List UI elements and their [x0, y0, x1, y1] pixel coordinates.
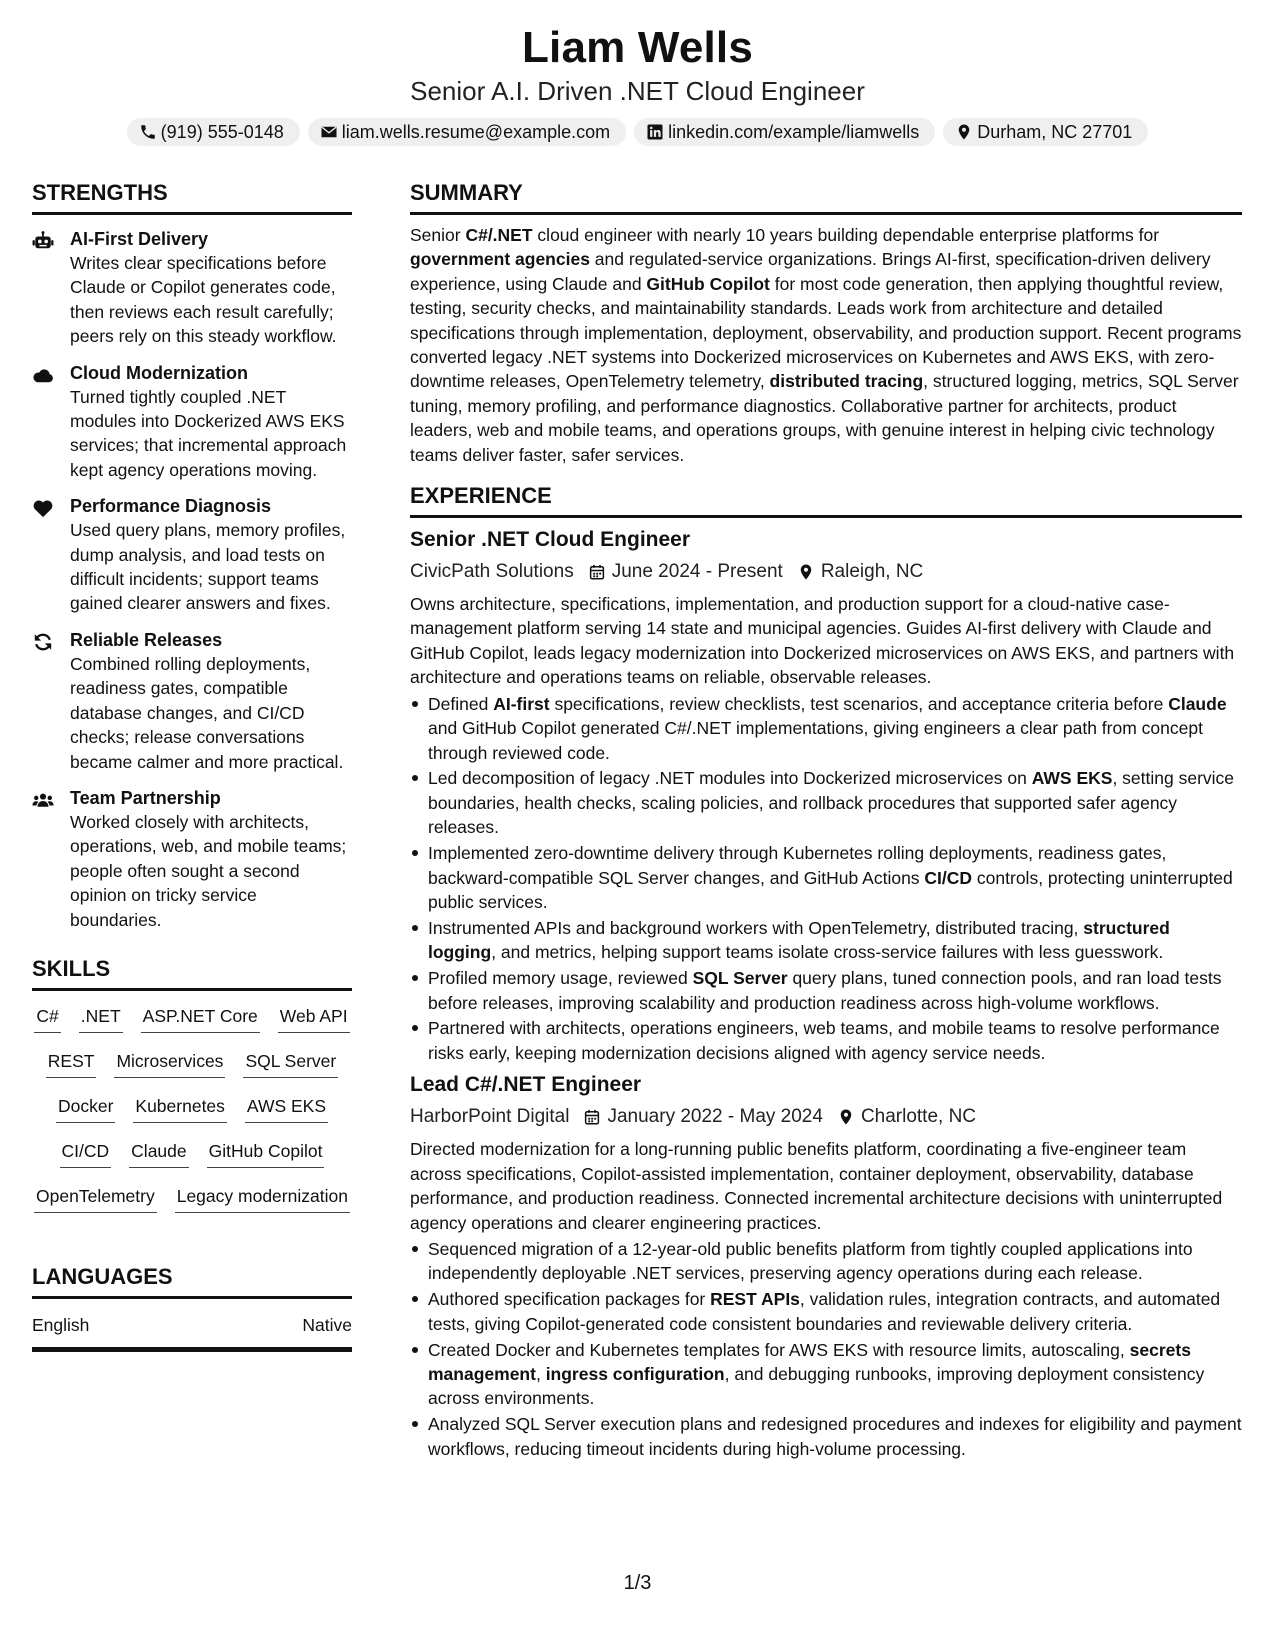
- job-bullet: Partnered with architects, operations engineers, web teams, and mobile teams to resolve performance risks early, keeping modernization decisions aligned with agency service needs.: [410, 1016, 1242, 1065]
- candidate-title: Senior A.I. Driven .NET Cloud Engineer: [410, 76, 865, 106]
- job-bullet: Analyzed SQL Server execution plans and redesigned procedures and indexes for eligibility and payment workflows, reducing timeout incidents during high-volume processing.: [410, 1412, 1242, 1461]
- strength-desc: Writes clear specifications before Claude or Copilot generates code, then reviews each result carefully; peers rely on this steady workflow.: [70, 253, 337, 347]
- job-bullets: [410, 1237, 1242, 1461]
- experience-heading: EXPERIENCE: [410, 481, 1242, 518]
- job-bullet: Led decomposition of legacy .NET modules into Dockerized microservices on AWS EKS, setting service boundaries, health checks, scaling policies, and rollback procedures that supported safer agency releases.: [410, 766, 1242, 839]
- skill-tag: CI/CD: [60, 1138, 112, 1168]
- summary-heading: SUMMARY: [410, 178, 1242, 215]
- job-location: Charlotte, NC: [860, 1106, 977, 1128]
- strength-title: Cloud Modernization: [70, 362, 248, 383]
- refresh-icon: [32, 632, 54, 652]
- job-bullet: Defined AI-first specifications, review checklists, test scenarios, and acceptance criteria before Claude and GitHub Copilot generated C#/.NET implementations, giving engineers a clear path from concept through reviewed code.: [410, 692, 1242, 765]
- strength-item: [32, 227, 352, 349]
- phone-icon: [139, 123, 157, 141]
- strength-title: Reliable Releases: [70, 629, 223, 650]
- job-company: HarborPoint Digital: [410, 1106, 570, 1128]
- strength-desc: Combined rolling deployments, readiness gates, compatible database changes, and CI/CD checks; release conversations became calmer and more practical.: [70, 653, 344, 772]
- cloud-icon: [32, 365, 54, 385]
- skills-heading: SKILLS: [32, 954, 352, 991]
- strength-item: [32, 786, 352, 932]
- job-bullet: Implemented zero-downtime delivery through Kubernetes rolling deployments, readiness gates, backward-compatible SQL Server changes, and GitHub Actions CI/CD controls, protecting uninterrupted public services.: [410, 841, 1242, 914]
- skill-tag: Docker: [56, 1093, 115, 1123]
- location-icon: [797, 562, 815, 582]
- resume-header: [0, 22, 1275, 146]
- skill-tag: AWS EKS: [245, 1093, 328, 1123]
- job-description: Owns architecture, specifications, implementation, and production support for a cloud-native case-management platform serving 14 state and municipal agencies. Guides AI-first delivery with Claude and GitHub Copilot, leads legacy modernization into Dockerized microservices on AWS EKS, and partners with architecture and operations teams on reliable, observable releases.: [410, 594, 1235, 688]
- contact-linkedin[interactable]: [634, 118, 935, 146]
- strength-item: [32, 628, 352, 774]
- job-bullet: Sequenced migration of a 12-year-old public benefits platform from tightly coupled applications into independently deployable .NET services, preserving agency operations during each release.: [410, 1237, 1242, 1286]
- strengths-heading: STRENGTHS: [32, 178, 352, 215]
- summary-text: Senior C#/.NET cloud engineer with nearly 10 years building dependable enterprise platforms for government agencies and regulated-service organizations. Brings AI-first, specification-driven delivery experience, using Claude and GitHub Copilot for most code generation, then applying thoughtful review, testing, security checks, and maintainability standards. Leads work from architecture and detailed specifications through implementation, deployment, observability, and production support. Recent programs converted legacy .NET systems into Dockerized microservices on Kubernetes and AWS EKS, with zero-downtime releases, OpenTelemetry telemetry, distributed tracing, structured logging, metrics, SQL Server tuning, memory profiling, and performance diagnostics. Collaborative partner for architects, product leaders, web and mobile teams, and operations groups, with genuine interest in helping civic technology teams deliver faster, safer services.: [410, 225, 1242, 465]
- job-bullet: Created Docker and Kubernetes templates for AWS EKS with resource limits, autoscaling, secrets management, ingress configuration, and debugging runbooks, improving deployment consistency across environments.: [410, 1338, 1242, 1411]
- strength-title: Performance Diagnosis: [70, 496, 272, 517]
- skill-tag: Web API: [278, 1003, 350, 1033]
- candidate-name: Liam Wells: [521, 23, 754, 72]
- left-column: [32, 178, 352, 1352]
- strength-title: AI-First Delivery: [70, 229, 209, 249]
- job-title: Lead C#/.NET Engineer: [410, 1073, 642, 1097]
- skill-tag: Kubernetes: [133, 1093, 227, 1123]
- skill-tag: REST: [46, 1048, 97, 1078]
- location-icon: [837, 1107, 855, 1127]
- skill-tag: GitHub Copilot: [207, 1138, 325, 1168]
- calendar-icon: [583, 1107, 601, 1127]
- strength-title: Team Partnership: [70, 787, 221, 808]
- language-level: Native: [302, 1314, 352, 1335]
- contact-location-text: Durham, NC 27701: [977, 122, 1133, 142]
- job-meta: [410, 558, 1242, 586]
- contact-phone[interactable]: [127, 118, 300, 146]
- job-bullet: Authored specification packages for REST APIs, validation rules, integration contracts, and automated tests, giving Copilot-generated code consistent boundaries and reviewable delivery criteria.: [410, 1287, 1242, 1336]
- linkedin-icon: [646, 123, 664, 141]
- job-dates: January 2022 - May 2024: [607, 1106, 823, 1128]
- strength-desc: Used query plans, memory profiles, dump analysis, and load tests on difficult incidents; support teams gained clearer answers and fixes.: [70, 520, 346, 614]
- language-name: English: [32, 1314, 90, 1335]
- skill-tag: ASP.NET Core: [141, 1003, 260, 1033]
- job-bullet: Profiled memory usage, reviewed SQL Server query plans, tuned connection pools, and ran load tests before releases, improving scalability and production readiness across high-volume workflows.: [410, 966, 1242, 1015]
- languages-heading: LANGUAGES: [32, 1262, 352, 1299]
- job-location: Raleigh, NC: [820, 561, 924, 583]
- job-description: Directed modernization for a long-running public benefits platform, coordinating a five-engineer team across specifications, Copilot-assisted implementation, container deployment, observability, database performance, and production readiness. Connected incremental architecture decisions with uninterrupted agency operations and clearer engineering practices.: [410, 1139, 1223, 1233]
- skill-tag: C#: [34, 1003, 60, 1033]
- job-entry: [410, 526, 1242, 1065]
- contact-linkedin-text: linkedin.com/example/liamwells: [668, 122, 920, 142]
- contact-email-text: liam.wells.resume@example.com: [341, 122, 611, 142]
- strength-desc: Worked closely with architects, operations, web, and mobile teams; people often sought a second opinion on tricky service boundaries.: [70, 811, 347, 930]
- page-number: 1/3: [623, 1572, 652, 1594]
- job-entry: [410, 1071, 1242, 1461]
- contact-bar: [0, 118, 1275, 146]
- job-company: CivicPath Solutions: [410, 561, 574, 583]
- heart-icon: [32, 498, 54, 518]
- job-title: Senior .NET Cloud Engineer: [410, 528, 691, 552]
- job-dates: June 2024 - Present: [611, 561, 783, 583]
- skill-tag: SQL Server: [243, 1048, 338, 1078]
- job-bullet: Instrumented APIs and background workers with OpenTelemetry, distributed tracing, structured logging, and metrics, helping support teams isolate cross-service failures with less guesswork.: [410, 916, 1242, 965]
- contact-email[interactable]: [308, 118, 626, 146]
- calendar-icon: [588, 562, 606, 582]
- strength-item: [32, 361, 352, 483]
- skill-tag: Microservices: [114, 1048, 225, 1078]
- skill-tag: Claude: [129, 1138, 188, 1168]
- skill-tag: .NET: [79, 1003, 123, 1033]
- job-meta: [410, 1103, 1242, 1131]
- location-icon: [955, 123, 973, 141]
- right-column: [410, 178, 1242, 1463]
- contact-phone-text: (919) 555-0148: [160, 122, 284, 142]
- contact-location: [943, 118, 1148, 146]
- robot-icon: [32, 231, 54, 251]
- envelope-icon: [320, 123, 338, 141]
- strength-item: [32, 494, 352, 616]
- skills-list: [32, 1003, 352, 1228]
- users-icon: [32, 790, 54, 810]
- job-bullets: [410, 692, 1242, 1066]
- skill-tag: OpenTelemetry: [34, 1183, 157, 1213]
- strength-desc: Turned tightly coupled .NET modules into Dockerized AWS EKS services; that incremental approach kept agency operations moving.: [70, 386, 347, 480]
- language-row: [32, 1313, 352, 1352]
- skill-tag: Legacy modernization: [175, 1183, 350, 1213]
